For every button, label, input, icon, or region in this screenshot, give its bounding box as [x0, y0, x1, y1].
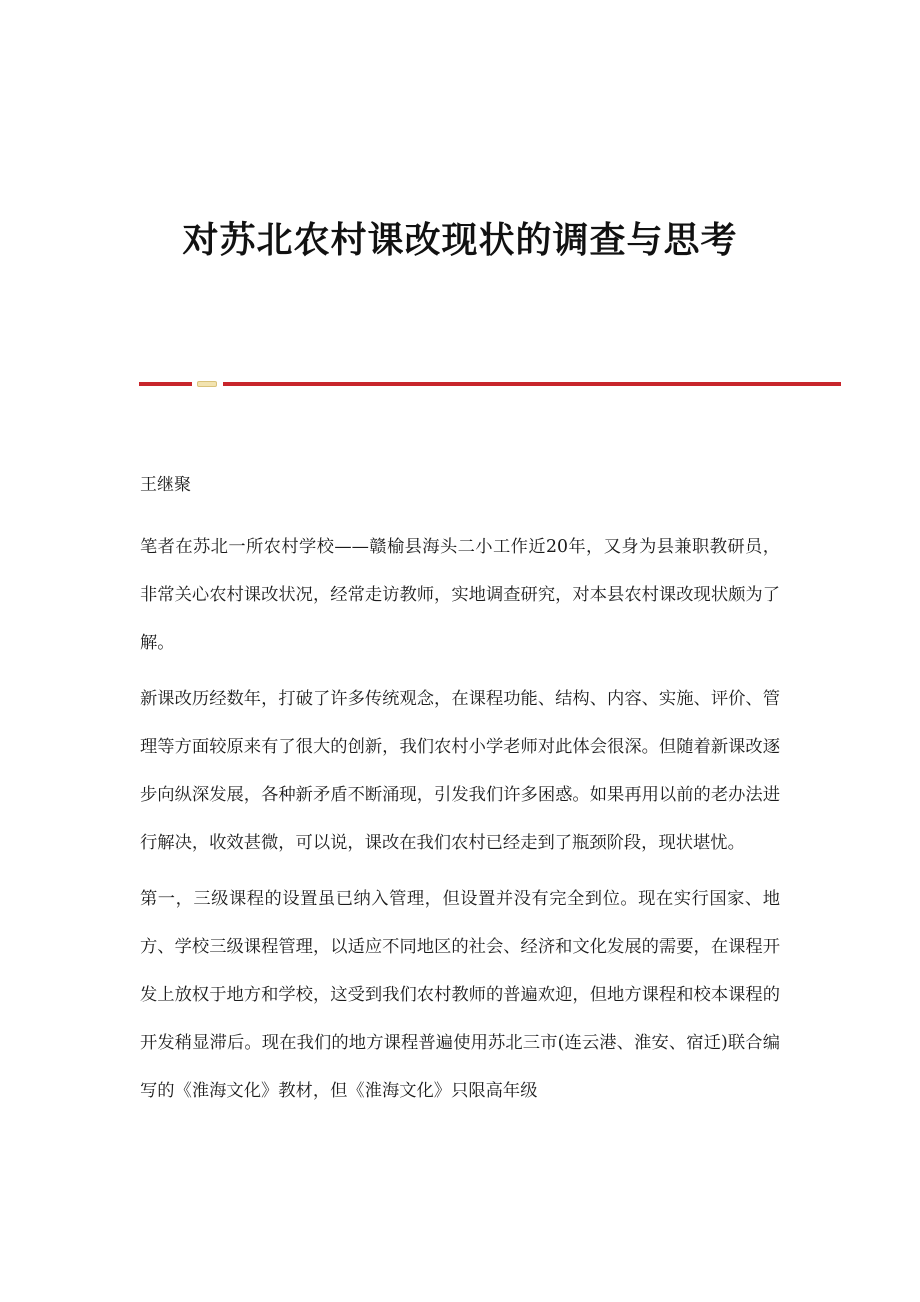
paragraph-3: 第一，三级课程的设置虽已纳入管理，但设置并没有完全到位。现在实行国家、地方、学校三级课程管理，以适应不同地区的社会、经济和文化发展的需要，在课程开发上放权于地方和学校，这受到我们农村教师的普遍欢迎，但地方课程和校本课程的开发稍显滞后。现在我们的地方课程普遍使用苏北三市(连云港、淮安、宿迁)联合编写的《淮海文化》教材，但《淮海文化》只限高年级: [140, 889, 780, 1101]
author-name: 王继聚: [140, 475, 191, 495]
paragraph-1: 笔者在苏北一所农村学校——赣榆县海头二小工作近20年，又身为县兼职教研员，非常关心农村课改状况，经常走访教师，实地调查研究，对本县农村课改现状颇为了解。: [140, 537, 780, 653]
divider-bar-left: [139, 382, 192, 386]
document-body: [140, 523, 780, 1123]
paragraph-2: 新课改历经数年，打破了许多传统观念，在课程功能、结构、内容、实施、评价、管理等方面较原来有了很大的创新，我们农村小学老师对此体会很深。但随着新课改逐步向纵深发展，各种新矛盾不断涌现，引发我们许多困惑。如果再用以前的老办法进行解决，收效甚微，可以说，课改在我们农村已经走到了瓶颈阶段，现状堪忧。: [140, 689, 780, 853]
title-divider: [139, 381, 841, 387]
divider-ornament-icon: [197, 381, 217, 387]
divider-bar-right: [223, 382, 841, 386]
document-title: 对苏北农村课改现状的调查与思考: [182, 219, 738, 261]
